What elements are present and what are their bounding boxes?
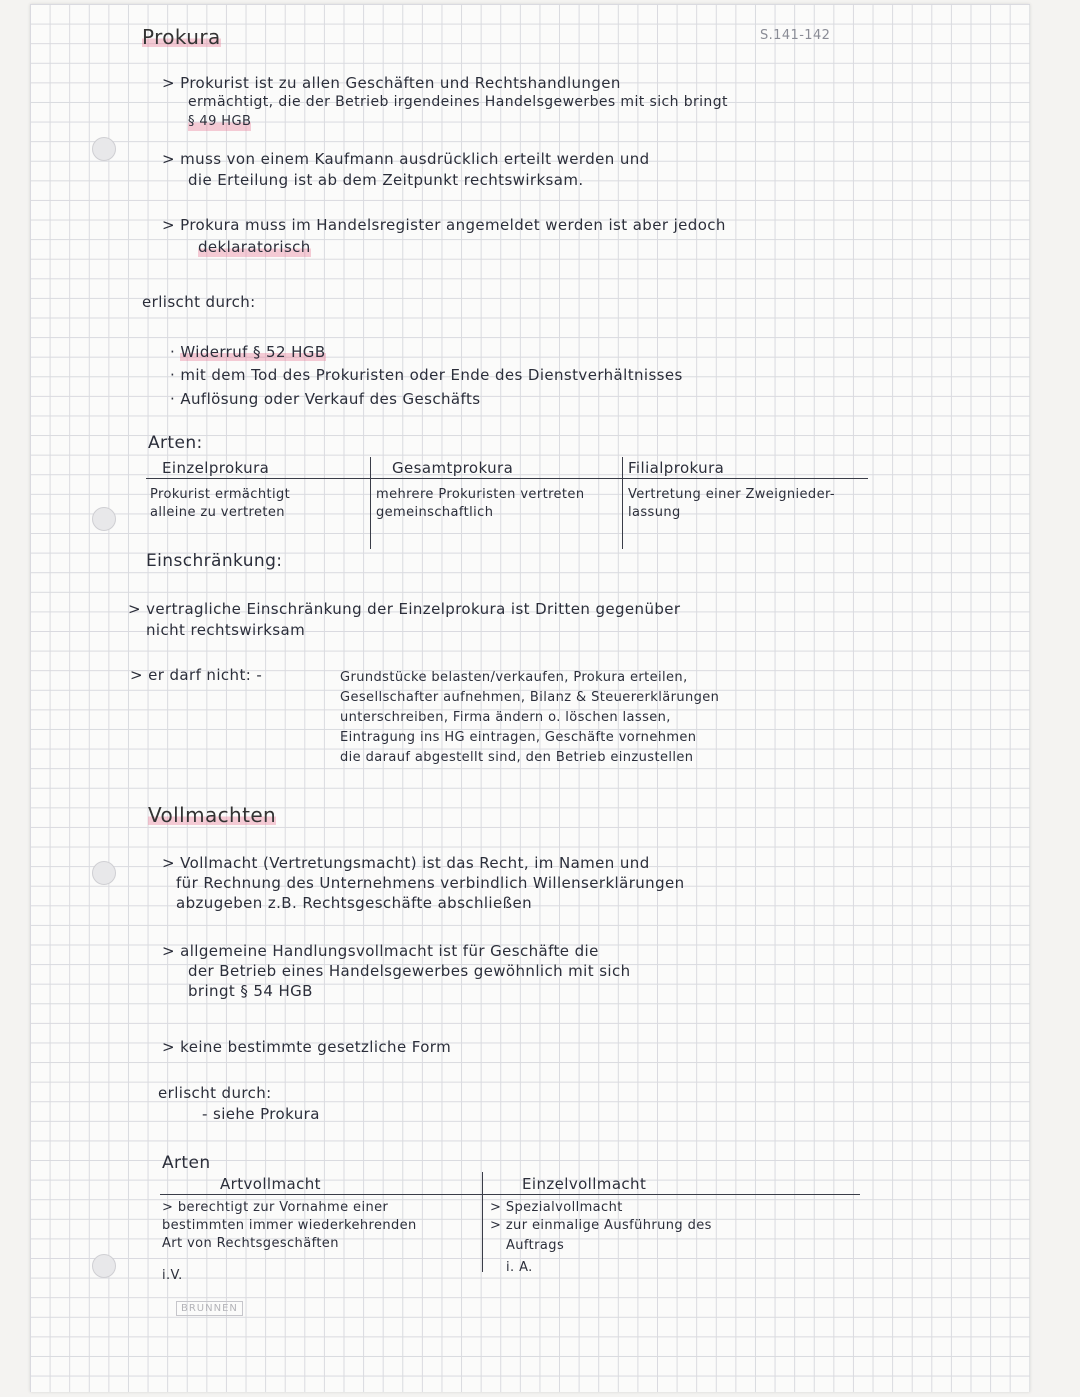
punch-hole xyxy=(92,507,116,531)
arten-head-filial: Filialprokura xyxy=(628,459,725,477)
arten-cell: i.V. xyxy=(162,1268,183,1283)
prokura-line: > muss von einem Kaufmann ausdrücklich erteilt werden und xyxy=(162,150,650,168)
arten-cell: Art von Rechtsgeschäften xyxy=(162,1236,339,1251)
erlischt-item: · mit dem Tod des Prokuristen oder Ende des Dienstverhältnisses xyxy=(170,366,683,384)
arten-cell: gemeinschaftlich xyxy=(376,505,494,520)
einschraenkung-label: Einschränkung: xyxy=(146,551,283,571)
punch-hole xyxy=(92,1254,116,1278)
vollmachten-line: der Betrieb eines Handelsgewerbes gewöhnlich mit sich xyxy=(188,962,631,980)
arten-label: Arten: xyxy=(148,433,203,453)
arten-cell: mehrere Prokuristen vertreten xyxy=(376,487,585,502)
erlischt-item: · Auflösung oder Verkauf des Geschäfts xyxy=(170,390,481,408)
arten-head-gesamt: Gesamtprokura xyxy=(392,459,514,477)
prokura-line: die Erteilung ist ab dem Zeitpunkt rechtswirksam. xyxy=(188,171,584,189)
arten-cell: i. A. xyxy=(506,1260,533,1275)
arten-cell: > zur einmalige Ausführung des xyxy=(490,1218,712,1233)
arten-cell: bestimmten immer wiederkehrenden xyxy=(162,1218,417,1233)
darf-nicht-line: Gesellschafter aufnehmen, Bilanz & Steuererklärungen xyxy=(340,690,720,705)
table-divider xyxy=(622,457,623,549)
punch-hole xyxy=(92,861,116,885)
vollmachten-arten-label: Arten xyxy=(162,1153,211,1173)
arten-head-einzel: Einzelprokura xyxy=(162,459,270,477)
prokura-line: ermächtigt, die der Betrieb irgendeines Handelsgewerbes mit sich bringt xyxy=(188,94,728,110)
page-reference: S.141-142 xyxy=(760,28,831,43)
arten-cell: > Spezialvollmacht xyxy=(490,1200,623,1215)
vollmachten-erlischt-item: - siehe Prokura xyxy=(202,1105,320,1123)
prokura-line: > Prokurist ist zu allen Geschäften und Rechtshandlungen xyxy=(162,74,621,92)
darf-nicht-line: unterschreiben, Firma ändern o. löschen lassen, xyxy=(340,710,671,725)
darf-nicht-line: Grundstücke belasten/verkaufen, Prokura erteilen, xyxy=(340,670,688,685)
darf-nicht-line: die darauf abgestellt sind, den Betrieb einzustellen xyxy=(340,750,694,765)
vollmachten-line: > Vollmacht (Vertretungsmacht) ist das Recht, im Namen und xyxy=(162,854,650,872)
punch-hole xyxy=(92,137,116,161)
prokura-line: deklaratorisch xyxy=(198,238,311,256)
erlischt-item: · Widerruf § 52 HGB xyxy=(170,343,326,361)
arten-head-einzelvollmacht: Einzelvollmacht xyxy=(522,1175,647,1193)
table-rule xyxy=(160,1194,860,1195)
prokura-title: Prokura xyxy=(142,25,221,49)
arten-head-artvollmacht: Artvollmacht xyxy=(220,1175,321,1193)
arten-cell: > berechtigt zur Vornahme einer xyxy=(162,1200,389,1215)
table-divider xyxy=(370,457,371,549)
einschraenkung-line: nicht rechtswirksam xyxy=(146,621,306,639)
notebook-page xyxy=(30,4,1030,1392)
einschraenkung-line: > vertragliche Einschränkung der Einzelprokura ist Dritten gegenüber xyxy=(128,600,681,618)
vollmachten-line: abzugeben z.B. Rechtsgeschäfte abschließen xyxy=(176,894,532,912)
darf-nicht-line: Eintragung ins HG eintragen, Geschäfte vornehmen xyxy=(340,730,697,745)
arten-cell: Prokurist ermächtigt xyxy=(150,487,291,502)
prokura-line: > Prokura muss im Handelsregister angemeldet werden ist aber jedoch xyxy=(162,216,726,234)
arten-cell: lassung xyxy=(628,505,681,520)
vollmachten-line: > keine bestimmte gesetzliche Form xyxy=(162,1038,452,1056)
vollmachten-title: Vollmachten xyxy=(148,803,277,827)
vollmachten-line: > allgemeine Handlungsvollmacht ist für Geschäfte die xyxy=(162,942,599,960)
darf-nicht-label: > er darf nicht: - xyxy=(130,666,263,684)
table-divider xyxy=(482,1172,483,1272)
erlischt-label: erlischt durch: xyxy=(142,293,256,311)
vollmachten-line: bringt § 54 HGB xyxy=(188,982,313,1000)
vollmachten-line: für Rechnung des Unternehmens verbindlich Willenserklärungen xyxy=(176,874,685,892)
table-rule xyxy=(146,478,868,479)
arten-cell: Vertretung einer Zweignieder- xyxy=(628,487,835,502)
prokura-line: § 49 HGB xyxy=(188,114,252,129)
vollmachten-erlischt-label: erlischt durch: xyxy=(158,1084,272,1102)
arten-cell: alleine zu vertreten xyxy=(150,505,285,520)
arten-cell: Auftrags xyxy=(506,1238,565,1253)
brand-stamp: BRUNNEN xyxy=(176,1301,243,1316)
